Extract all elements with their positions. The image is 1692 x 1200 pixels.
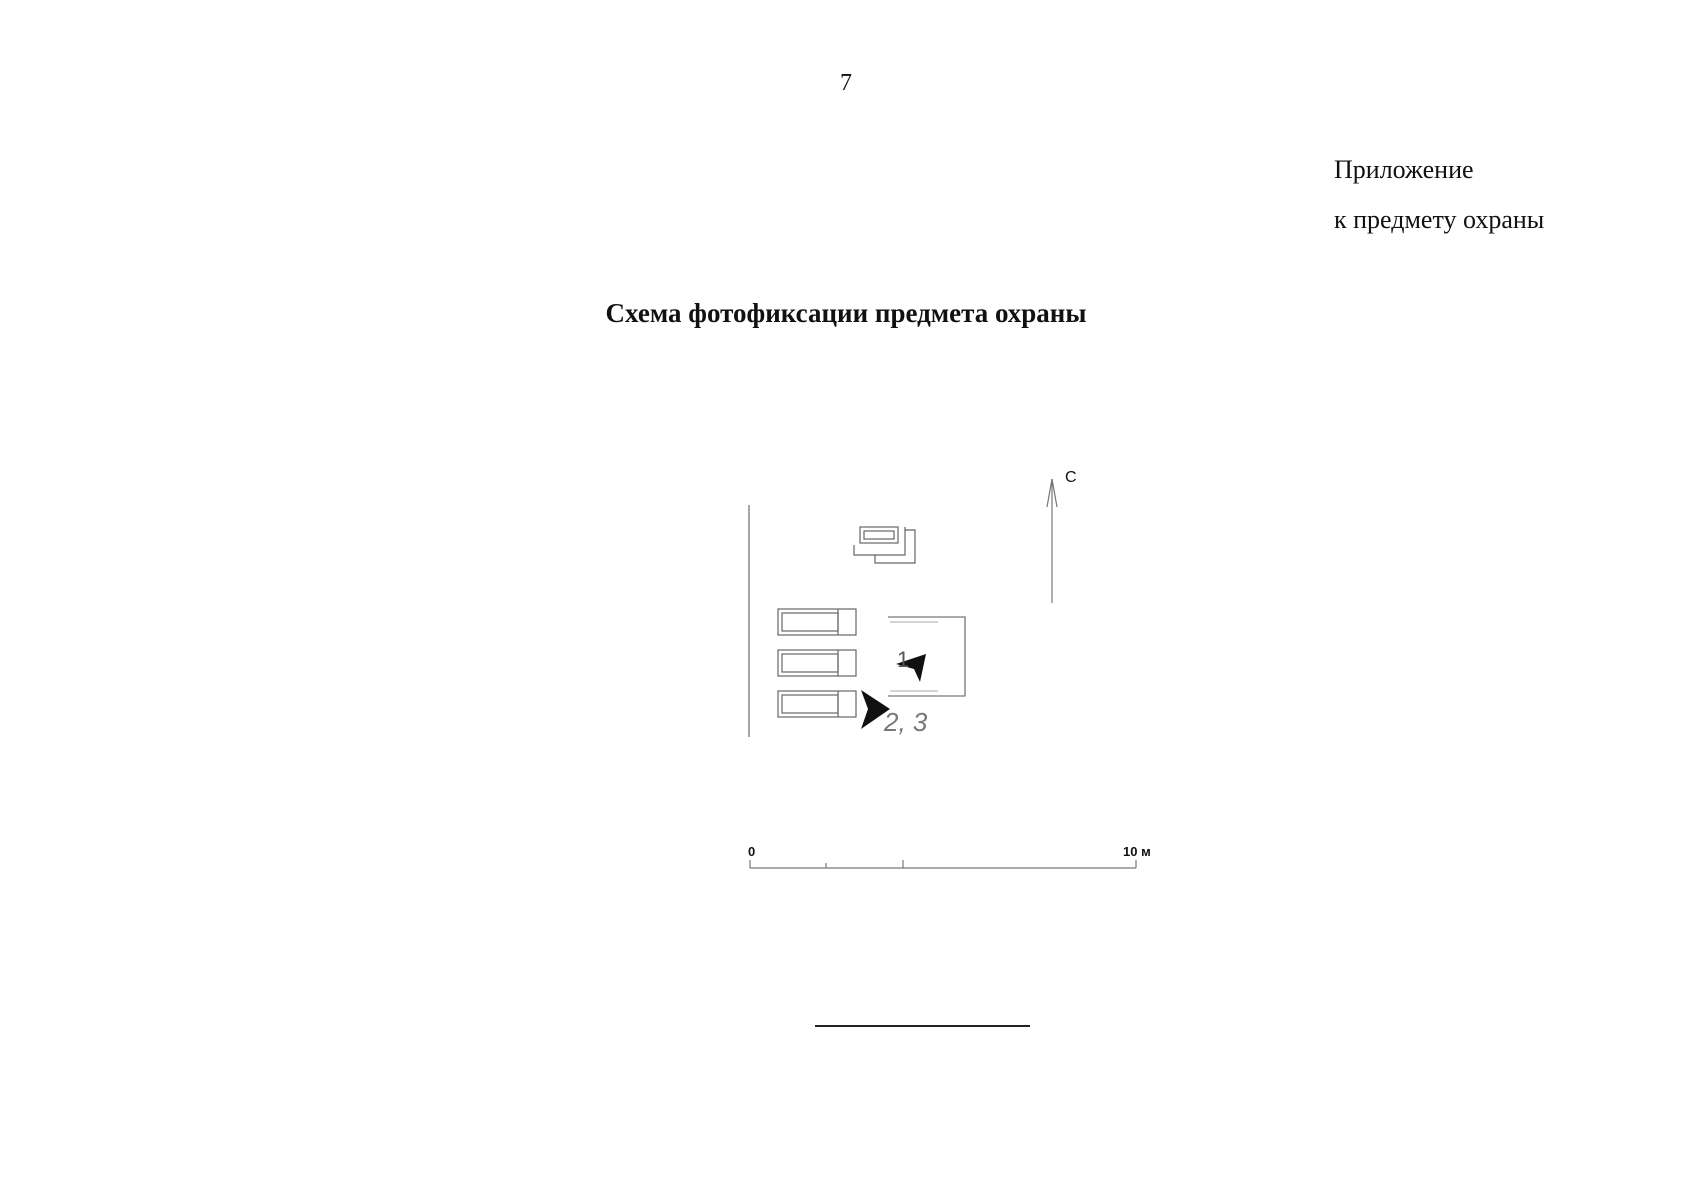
monument-plinth-1 xyxy=(778,609,856,635)
small-structure xyxy=(854,527,915,563)
monument-plinth-2 xyxy=(778,650,856,676)
page-number: 7 xyxy=(840,70,852,96)
photo-fixation-scheme xyxy=(700,455,1180,885)
north-label: С xyxy=(1065,469,1077,486)
scale-bar xyxy=(750,860,1136,868)
closing-rule xyxy=(815,1025,1030,1027)
viewpoint-label-1: 1 xyxy=(897,647,910,672)
appendix-line-1: Приложение xyxy=(1334,155,1474,184)
scale-start-label: 0 xyxy=(748,844,756,859)
appendix-line-2: к предмету охраны xyxy=(1334,205,1545,234)
page-title: Схема фотофиксации предмета охраны xyxy=(605,298,1087,328)
north-arrow xyxy=(1047,479,1057,603)
scale-end-label: 10 м xyxy=(1123,844,1151,859)
appendix-note xyxy=(1334,145,1544,245)
scheme-drawing xyxy=(700,455,1180,885)
viewpoint-label-2-3: 2, 3 xyxy=(884,707,928,737)
monument-plinth-3 xyxy=(778,691,856,717)
